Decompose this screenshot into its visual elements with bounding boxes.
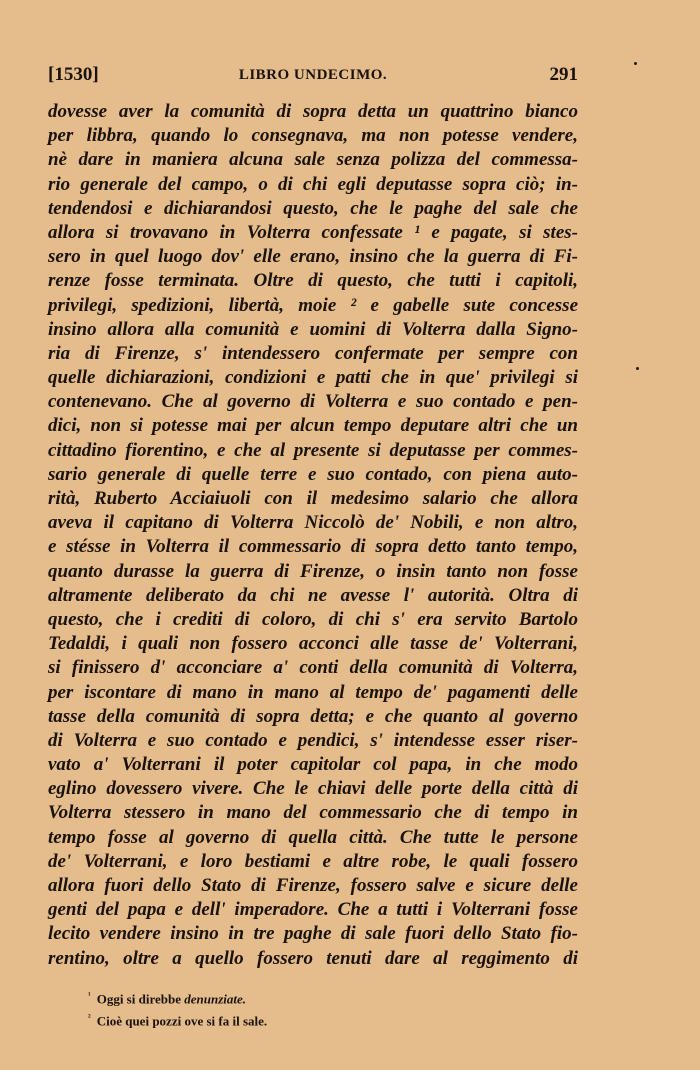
footnote-1 (88, 986, 508, 1008)
text-line: vato a' Volterrani il poter capitolar col papa, in che modo (48, 754, 578, 776)
text-line: questo, che i crediti di coloro, di chi s' era servito Bartolo (48, 608, 578, 630)
text-line: dovesse aver la comunità di sopra detta un quattrino bianco (48, 101, 578, 122)
text-line: quelle dichiarazioni, condizioni e patti che in que' privilegi si (48, 367, 578, 389)
text-line: per iscontare di mano in mano al tempo de' pagamenti delle (48, 681, 578, 703)
text-line: dici, non si potesse mai per alcun tempo deputare altri che un (48, 415, 578, 437)
chapter-title: LIBRO UNDECIMO. (238, 67, 388, 83)
text-line: de' Volterrani, e loro bestiami e altre robe, le quali fossero (48, 850, 578, 872)
text-line: per libbra, quando lo consegnava, ma non potesse vendere, (48, 125, 578, 147)
text-line: sario generale di quelle terre e suo contado, con piena auto- (48, 463, 578, 485)
text-line: lecito vendere insino in tre paghe di sale fuori dello Stato fio- (48, 923, 578, 945)
text-line: tasse della comunità di sopra detta; e che quanto al governo (48, 705, 578, 727)
text-line: allora si trovavano in Volterra confessate ¹ e pagate, si stes- (48, 221, 578, 243)
text-line: e stésse in Volterra il commessario di sopra detto tanto tempo, (48, 536, 578, 558)
text-line: di Volterra e suo contado e pendici, s' intendesse esser riser- (48, 729, 578, 751)
text-line: tendendosi e dichiarandosi questo, che le paghe del sale che (48, 197, 578, 219)
text-line: insino allora alla comunità e uomini di Volterra dalla Signo- (48, 318, 578, 340)
text-line: Tedaldi, i quali non fossero acconci alle tasse de' Volterrani, (48, 633, 578, 655)
body-text (48, 100, 578, 971)
text-line: privilegi, spedizioni, libertà, moie ² e gabelle sute concesse (48, 294, 578, 316)
text-line: Volterra stessero in mano del commessario che di tempo in (48, 802, 578, 824)
text-line: cittadino fiorentino, e che al presente si deputasse per commes- (48, 439, 578, 461)
text-line: rio generale del campo, o di chi egli deputasse sopra ciò; in- (48, 173, 578, 195)
text-line: si finissero d' acconciare a' conti della comunità di Volterra, (48, 657, 578, 679)
footnotes (88, 986, 508, 1031)
page-header (48, 64, 578, 90)
text-line: tempo fosse al governo di quella città. Che tutte le persone (48, 826, 578, 848)
footnote-emphasis: denunziate. (184, 991, 246, 1007)
text-line: genti del papa e dell' imperadore. Che a tutti i Volterrani fosse (48, 899, 578, 921)
text-line: aveva il capitano di Volterra Niccolò de' Nobili, e non altro, (48, 512, 578, 534)
footnote-marker: ² (88, 1012, 91, 1023)
text-line: renze fosse terminata. Oltre di questo, che tutti i capitoli, (48, 270, 578, 292)
text-line: quanto durasse la guerra di Firenze, o insin tanto non fosse (48, 560, 578, 582)
footnote-marker: ¹ (88, 990, 91, 1000)
footnote-text: Oggi si direbbe (96, 991, 185, 1007)
text-line: rentino, oltre a quello fossero tenuti dare al reggimento di (48, 947, 578, 969)
text-line: nè dare in maniera alcuna sale senza polizza del commessa- (48, 149, 578, 171)
footnote-2 (88, 1008, 508, 1030)
footnote-text: Cioè quei pozzi ove si fa il sale. (96, 1013, 268, 1029)
header-year: [1530] (48, 64, 99, 85)
print-speck (636, 367, 639, 370)
text-line: sero in quel luogo dov' elle erano, insino che la guerra di Fi- (48, 246, 578, 268)
page-number: 291 (549, 64, 578, 85)
text-line: ria di Firenze, s' intendessero confermate per sempre con (48, 342, 578, 364)
text-line: rità, Ruberto Acciaiuoli con il medesimo salario che allora (48, 488, 578, 509)
text-line: altramente deliberato da chi ne avesse l' autorità. Oltra di (48, 584, 578, 606)
text-line: eglino dovessero vivere. Che le chiavi delle porte della città di (48, 778, 578, 800)
text-line: contenevano. Che al governo di Volterra e suo contado e pen- (48, 391, 578, 413)
text-line: allora fuori dello Stato di Firenze, fossero salve e sicure delle (48, 875, 578, 896)
print-speck (634, 62, 637, 65)
